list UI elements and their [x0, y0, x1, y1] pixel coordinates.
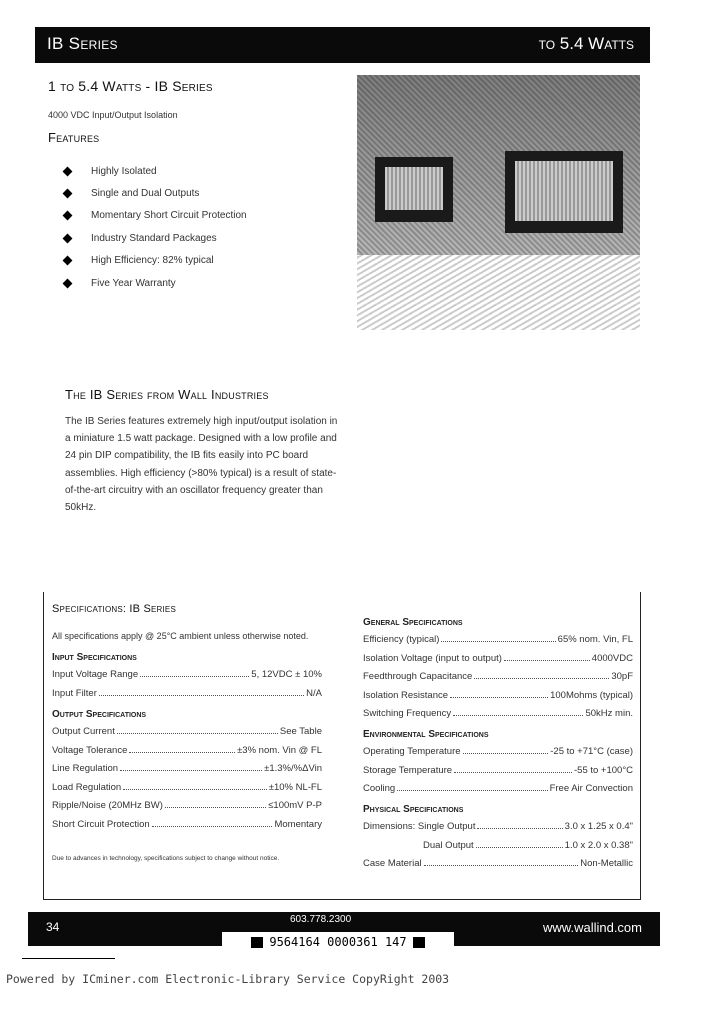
spec-row — [363, 650, 633, 664]
subtitle: 4000 VDC Input/Output Isolation — [48, 110, 178, 120]
spec-value: 5, 12VDC ± 10% — [251, 669, 322, 680]
spec-label: Switching Frequency — [363, 708, 452, 719]
specs-heading: Specifications: IB Series — [52, 603, 176, 615]
page-number: 34 — [46, 920, 60, 934]
spec-label: Ripple/Noise (20MHz BW) — [52, 800, 163, 811]
page-header — [35, 27, 650, 63]
spec-label: Feedthrough Capacitance — [363, 671, 473, 682]
series-label: IB Series — [47, 34, 118, 53]
spec-row — [52, 797, 322, 811]
spec-value: ±10% NL-FL — [268, 781, 322, 793]
leader-dots — [120, 770, 262, 771]
leader-dots — [99, 695, 304, 696]
leader-dots — [474, 678, 609, 679]
leader-dots — [123, 789, 267, 790]
spec-row — [52, 723, 322, 737]
watts-label: to 5.4 Watts — [538, 34, 634, 53]
leader-dots — [117, 733, 278, 734]
spec-label: Input Voltage Range — [52, 669, 139, 680]
converter-module-small — [375, 157, 453, 222]
product-photo — [357, 75, 640, 330]
leader-dots — [152, 826, 273, 827]
spec-row — [52, 685, 322, 699]
spec-value: Free Air Convection — [549, 783, 633, 794]
leader-dots — [450, 697, 548, 698]
website-link[interactable]: www.wallind.com — [543, 920, 642, 935]
spec-row — [363, 705, 633, 719]
feature-item: High Efficiency: 82% typical — [64, 250, 247, 272]
spec-label: Line Regulation — [52, 763, 119, 774]
environmental-specs-heading: Environmental Specifications — [363, 729, 489, 740]
spec-row — [363, 687, 633, 701]
bullet-icon — [63, 256, 73, 266]
leader-dots — [477, 828, 562, 829]
spec-label: Efficiency (typical) — [363, 634, 440, 645]
spec-value: Momentary — [274, 818, 322, 830]
spec-label: Case Material — [363, 858, 422, 869]
leader-dots — [463, 753, 549, 754]
bullet-icon — [63, 211, 73, 221]
page-title: 1 to 5.4 Watts - IB Series — [48, 78, 213, 94]
spec-row — [363, 855, 633, 869]
spec-row — [363, 668, 633, 682]
leader-dots — [129, 752, 235, 753]
spec-value: 65% nom. Vin, FL — [557, 634, 633, 645]
spec-value: 100Mohms (typical) — [550, 689, 633, 701]
spec-value: 50kHz min. — [585, 708, 633, 719]
converter-module-large — [505, 151, 623, 233]
spec-row — [363, 818, 633, 832]
spec-label: Dual Output — [423, 839, 474, 851]
divider — [22, 958, 115, 959]
spec-row — [363, 762, 633, 776]
spec-value: -55 to +100°C — [574, 764, 633, 776]
spec-label: Input Filter — [52, 687, 97, 699]
spec-row — [52, 666, 322, 680]
leader-dots — [424, 865, 579, 866]
bullet-icon — [63, 233, 73, 243]
spec-row — [363, 780, 633, 794]
physical-specs-heading: Physical Specifications — [363, 804, 464, 815]
spec-label: Cooling — [363, 783, 396, 794]
spec-value: 4000VDC — [591, 652, 633, 664]
leader-dots — [397, 790, 547, 791]
leader-dots — [504, 660, 590, 661]
spec-value: See Table — [279, 726, 322, 737]
powered-by-text: Powered by ICminer.com Electronic-Library Service CopyRight 2003 — [6, 972, 450, 986]
spec-row — [52, 742, 322, 756]
spec-label: Output Current — [52, 726, 115, 737]
spec-label: Dimensions: Single Output — [363, 821, 476, 832]
leader-dots — [441, 641, 555, 642]
spec-row — [423, 837, 633, 851]
spec-value: ≤100mV P-P — [268, 800, 322, 811]
leader-dots — [454, 772, 572, 773]
spec-label: Short Circuit Protection — [52, 818, 150, 830]
feature-item: Momentary Short Circuit Protection — [64, 205, 247, 227]
leader-dots — [140, 676, 249, 677]
feature-item: Single and Dual Outputs — [64, 182, 247, 204]
spec-label: Isolation Voltage (input to output) — [363, 652, 502, 664]
output-specs-heading: Output Specifications — [52, 709, 147, 720]
bullet-icon — [63, 189, 73, 199]
spec-value: Non-Metallic — [580, 858, 633, 869]
spec-label: Voltage Tolerance — [52, 744, 128, 756]
spec-label: Storage Temperature — [363, 764, 453, 776]
spec-row — [52, 816, 322, 830]
spec-label: Load Regulation — [52, 781, 122, 793]
about-text: The IB Series features extremely high input/output isolation in a miniature 1.5 watt package. Designed with a low profile and 24 pin DIP compatibility, the IB fits easily into PC board assemblies. High efficiency (>80% typical) is a result of state-of-the-art circuitry with an oscillator frequency greater than 50kHz. — [65, 416, 338, 514]
leader-dots — [453, 715, 583, 716]
bullet-icon — [63, 166, 73, 176]
leader-dots — [165, 807, 266, 808]
spec-row — [52, 760, 322, 774]
spec-value: ±3% nom. Vin @ FL — [237, 744, 322, 756]
spec-value: 1.0 x 2.0 x 0.38" — [564, 839, 633, 851]
spec-row — [363, 631, 633, 645]
spec-row — [363, 743, 633, 757]
leader-dots — [476, 847, 563, 848]
spec-value: -25 to +71°C (case) — [550, 746, 633, 757]
phone-number: 603.778.2300 — [290, 914, 352, 925]
specs-note: All specifications apply @ 25°C ambient unless otherwise noted. — [52, 631, 309, 641]
feature-item: Industry Standard Packages — [64, 227, 247, 249]
feature-item: Five Year Warranty — [64, 272, 247, 294]
spec-row — [52, 779, 322, 793]
feature-item: Highly Isolated — [64, 160, 247, 182]
spec-value: ±1.3%/%ΔVin — [264, 763, 322, 774]
spec-label: Isolation Resistance — [363, 689, 449, 701]
spec-value: 3.0 x 1.25 x 0.4" — [564, 821, 633, 832]
features-heading: Features — [48, 130, 100, 145]
input-specs-heading: Input Specifications — [52, 652, 137, 663]
disclaimer: Due to advances in technology, specifications subject to change without notice. — [52, 855, 280, 862]
spec-label: Operating Temperature — [363, 746, 461, 757]
general-specs-heading: General Specifications — [363, 617, 463, 628]
spec-value: 30pF — [611, 671, 633, 682]
features-list — [64, 160, 247, 294]
about-heading: The IB Series from Wall Industries — [65, 387, 269, 402]
barcode-label: 9564164 0000361 147 — [222, 932, 454, 952]
bullet-icon — [63, 278, 73, 288]
spec-value: N/A — [306, 687, 322, 699]
